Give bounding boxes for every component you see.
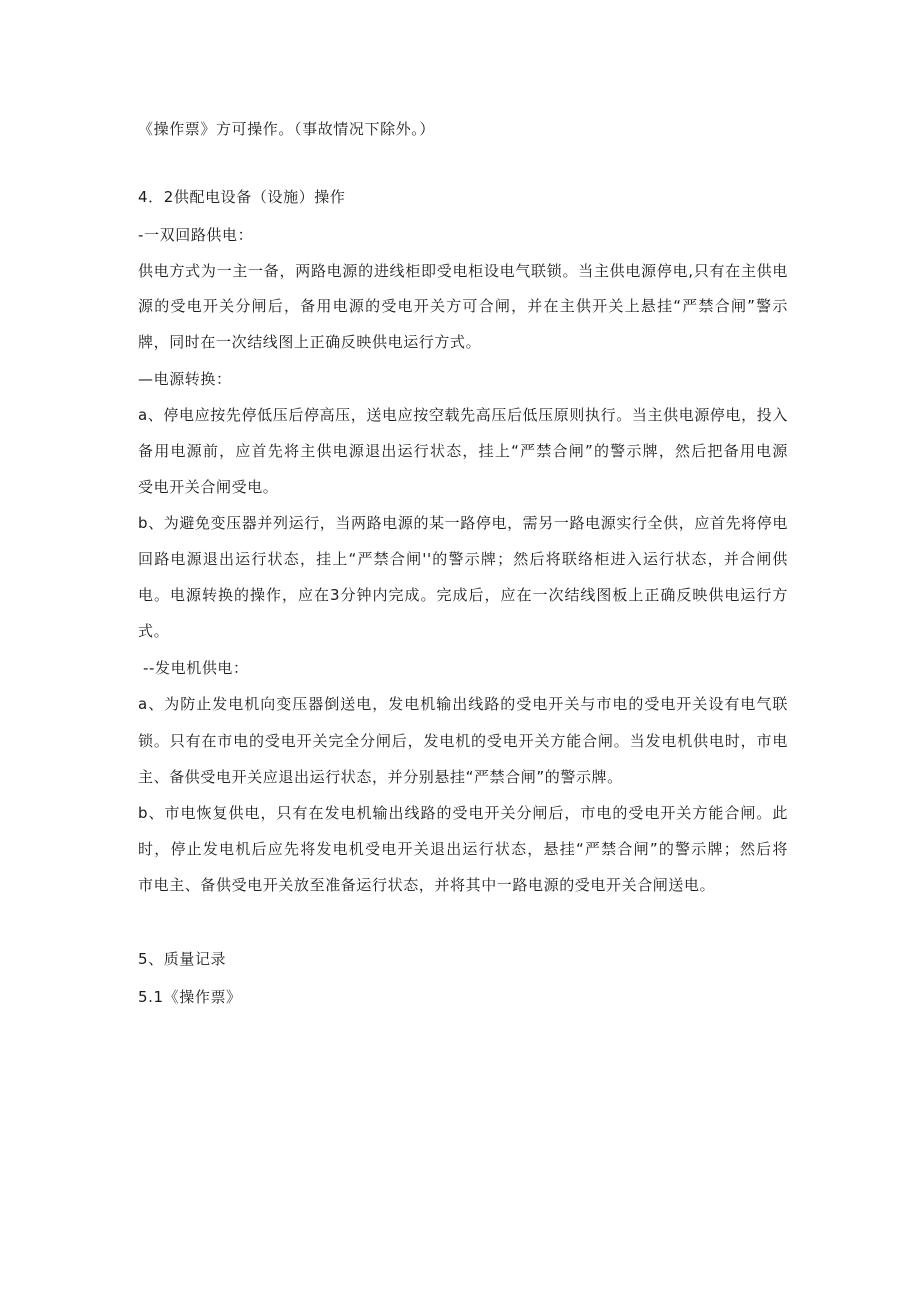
section-heading-4-2: 4．2供配电设备（设施）操作: [138, 188, 346, 206]
paragraph-line: 式。: [138, 622, 170, 640]
paragraph-line: 供电方式为一主一备，两路电源的进线柜即受电柜设电气联锁。当主供电源停电,只有在主供电: [138, 262, 788, 280]
paragraph-line: 电。电源转换的操作，应在3分钟内完成。完成后，应在一次结线图板上正确反映供电运行方: [138, 586, 788, 604]
paragraph-line: 备用电源前，应首先将主供电源退出运行状态，挂上“严禁合闸”的警示牌，然后把备用电源: [138, 442, 788, 460]
paragraph-line: 市电主、备供受电开关放至准备运行状态，并将其中一路电源的受电开关合闸送电。: [138, 876, 716, 894]
subheading-generator: --发电机供电：: [143, 659, 249, 677]
paragraph-line: 牌，同时在一次结线图上正确反映供电运行方式。: [138, 333, 482, 351]
paragraph-line: b、为避免变压器并列运行，当两路电源的某一路停电，需另一路电源实行全供，应首先将停电: [138, 514, 788, 532]
text-line-continuation: 《操作票》方可操作。（事故情况下除外。）: [138, 120, 436, 138]
paragraph-line: 主、备供受电开关应退出运行状态，并分别悬挂“严禁合闸”的警示牌。: [138, 768, 623, 786]
subsection-heading-5-1: 5.1《操作票》: [138, 988, 242, 1006]
paragraph-line: a、停电应按先停低压后停高压，送电应按空载先高压后低压原则执行。当主供电源停电，投入: [138, 406, 788, 424]
paragraph-line: 时，停止发电机后应先将发电机受电开关退出运行状态，悬挂“严禁合闸”的警示牌；然后将: [138, 840, 788, 858]
paragraph-line: a、为防止发电机向变压器倒送电，发电机输出线路的受电开关与市电的受电开关设有电气联: [138, 695, 788, 713]
paragraph-line: 源的受电开关分闸后，备用电源的受电开关方可合闸，并在主供开关上悬挂“严禁合闸”警示: [138, 297, 788, 315]
subheading-dual-circuit: -一双回路供电：: [138, 226, 254, 244]
paragraph-line: 回路电源退出运行状态，挂上“严禁合闸''的警示牌；然后将联络柜进入运行状态，并合闸供: [138, 550, 788, 568]
paragraph-line: b、市电恢复供电，只有在发电机输出线路的受电开关分闸后，市电的受电开关方能合闸。此: [138, 804, 788, 822]
section-heading-5: 5、质量记录: [138, 950, 227, 968]
subheading-power-switch: —电源转换：: [138, 370, 232, 388]
paragraph-line: 受电开关合闸受电。: [138, 478, 279, 496]
paragraph-line: 锁。只有在市电的受电开关完全分闸后，发电机的受电开关方能合闸。当发电机供电时，市电: [138, 732, 788, 750]
